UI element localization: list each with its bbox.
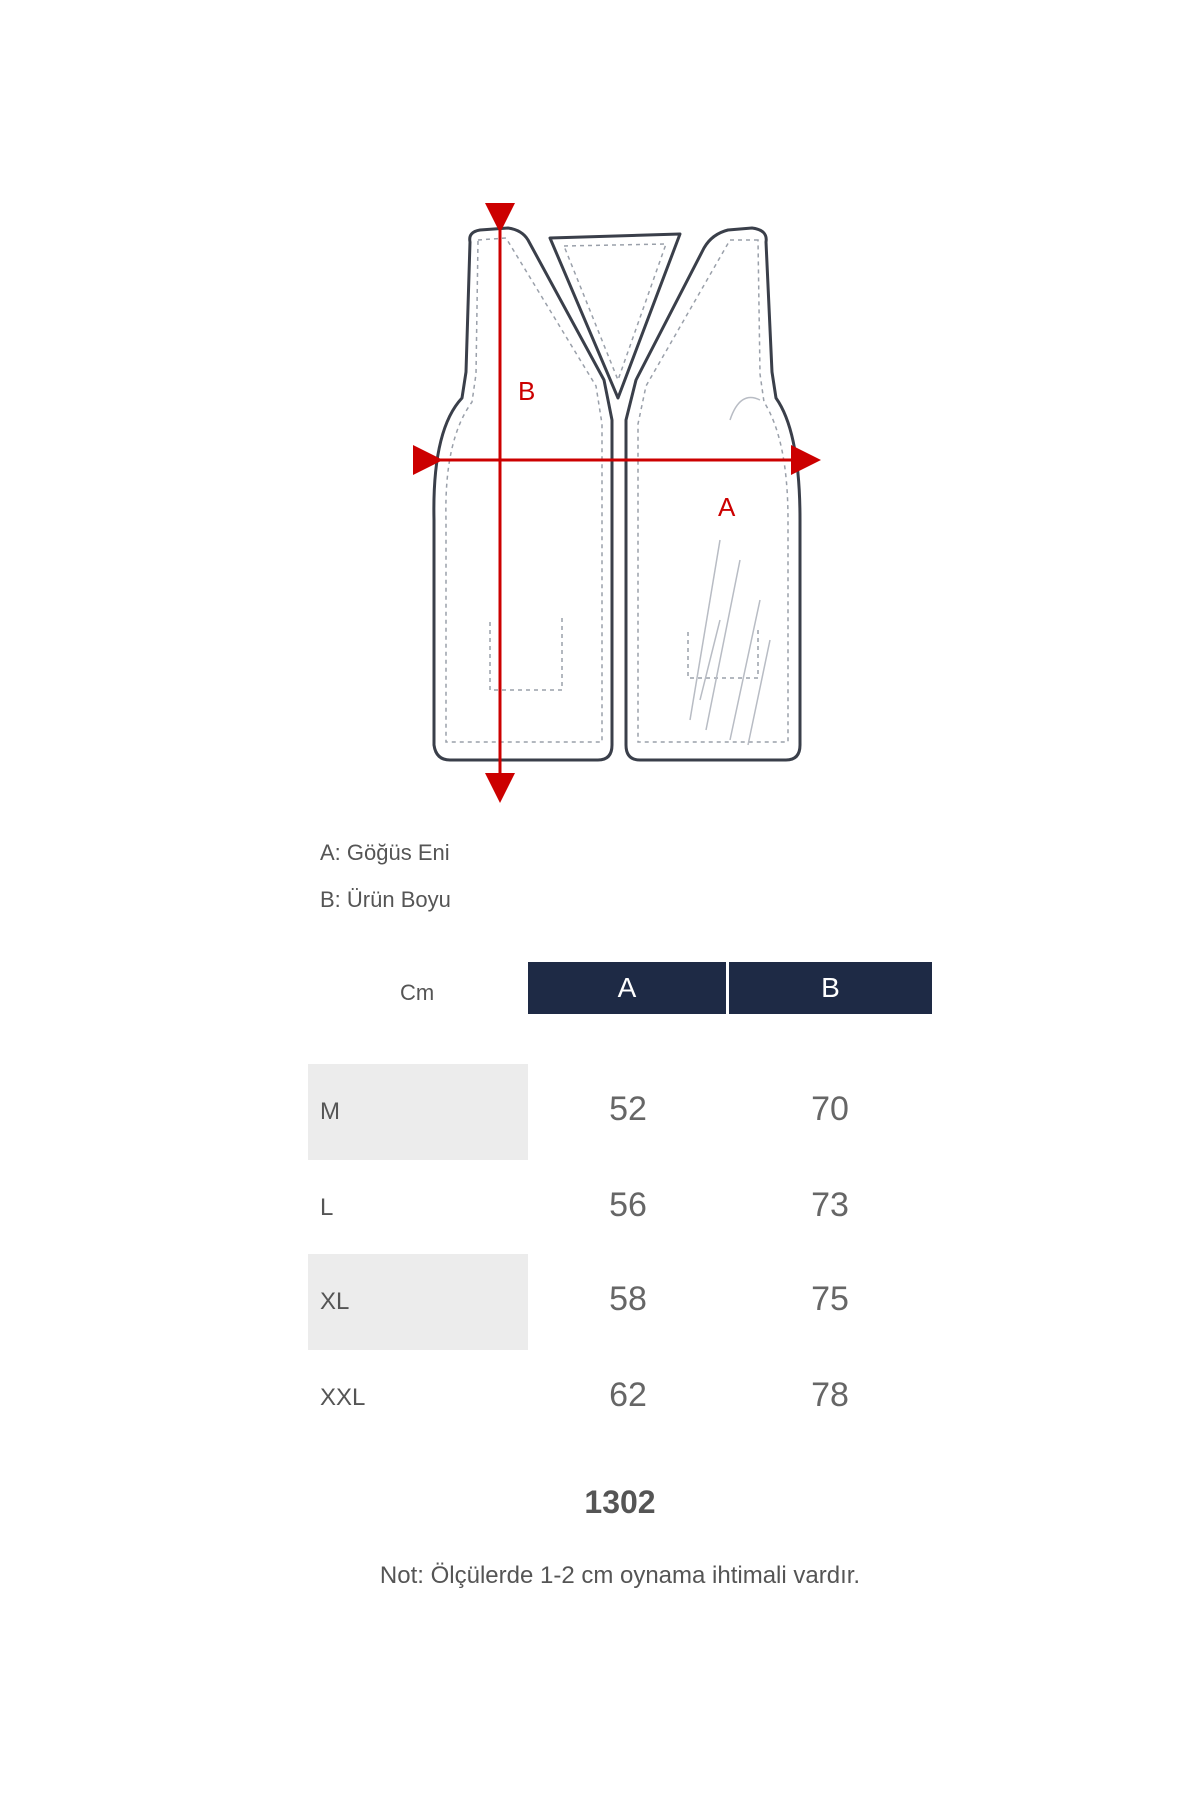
row-xl-value-a: 58: [609, 1280, 647, 1318]
size-label-m: M: [308, 1064, 528, 1160]
row-m-value-a: 52: [609, 1090, 647, 1128]
legend-a: A: Göğüs Eni: [320, 840, 450, 865]
label-b: B: [518, 376, 536, 406]
column-header-b: B: [729, 962, 932, 1014]
legend-b: B: Ürün Boyu: [320, 887, 451, 912]
row-l-value-b: 73: [811, 1186, 849, 1224]
row-xxl-value-a: 62: [609, 1376, 647, 1414]
vest-diagram: [0, 0, 1200, 820]
unit-label: Cm: [400, 980, 435, 1005]
measurement-note: Not: Ölçülerde 1-2 cm oynama ihtimali vardır.: [379, 1562, 861, 1589]
row-l-value-a: 56: [609, 1186, 647, 1224]
label-a: A: [718, 492, 736, 522]
size-label-xl: XL: [308, 1254, 528, 1350]
model-code: 1302: [584, 1484, 656, 1520]
vest-left-panel: [434, 228, 612, 760]
size-label-xxl: XXL: [320, 1384, 366, 1411]
size-label-l: L: [320, 1194, 334, 1221]
row-m-value-b: 70: [811, 1090, 849, 1128]
row-xxl-value-b: 78: [811, 1376, 849, 1414]
column-header-a: A: [528, 962, 726, 1014]
row-xl-value-b: 75: [811, 1280, 849, 1318]
